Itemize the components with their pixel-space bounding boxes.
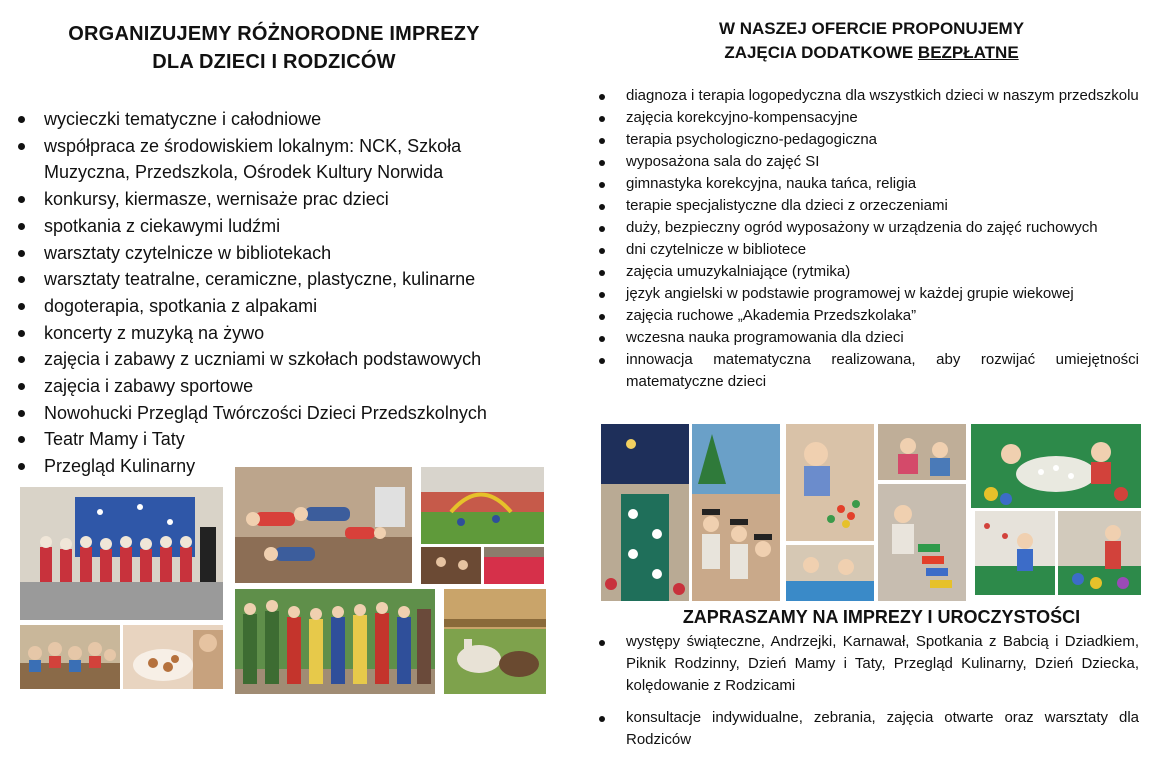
photo-climbing-wall [975, 511, 1055, 595]
left-heading-line1: ORGANIZUJEMY RÓŻNORODNE IMPREZY [68, 23, 480, 45]
photo-sorting-game-image [786, 424, 874, 541]
list-item: wyposażona sala do zajęć SI [594, 151, 1139, 173]
photo-cookies-baking-image [123, 625, 223, 689]
right-column [594, 0, 1149, 767]
list-item: terapia psychologiczno-pedagogiczna [594, 129, 1139, 151]
photo-kids-table [20, 625, 120, 689]
invite-list [594, 631, 1139, 751]
right-heading [594, 17, 1149, 65]
list-item: Przegląd Kulinarny [14, 453, 544, 480]
right-heading-line2-text: ZAJĘCIA DODATKOWE [724, 43, 918, 62]
photo-kids-desk-image [786, 545, 874, 601]
photo-balance-game-image [1058, 511, 1141, 595]
list-item: spotkania z ciekawymi ludźmi [14, 213, 544, 240]
photo-alpacas-image [444, 589, 546, 694]
photo-floor-play [878, 424, 966, 480]
photo-folk-costumes-group [20, 487, 223, 620]
list-item: wczesna nauka programowania dla dzieci [594, 327, 1139, 349]
photo-cookies-baking [123, 625, 223, 689]
list-item: duży, bezpieczny ogród wyposażony w urządzenia do zajęć ruchowych [594, 217, 1139, 239]
photo-kids-lying-floor [235, 467, 412, 583]
list-item: warsztaty teatralne, ceramiczne, plastyczne, kulinarne [14, 266, 544, 293]
list-item: diagnoza i terapia logopedyczna dla wszystkich dzieci w naszym przedszkolu [594, 85, 1139, 107]
list-item: zajęcia i zabawy sportowe [14, 373, 544, 400]
photo-brown-floor [421, 547, 481, 584]
invite-heading: ZAPRASZAMY NA IMPREZY I UROCZYSTOŚCI [682, 607, 1081, 627]
photo-red-blanket-image [484, 547, 544, 584]
list-item: konkursy, kiermasze, wernisaże prac dzieci [14, 186, 544, 213]
photo-kids-lying-floor-image [235, 467, 412, 583]
list-item: Teatr Mamy i Taty [14, 426, 544, 453]
list-item: gimnastyka korekcyjna, nauka tańca, religia [594, 173, 1139, 195]
list-item: zajęcia korekcyjno-kompensacyjne [594, 107, 1139, 129]
list-item: konsultacje indywidualne, zebrania, zajęcia otwarte oraz warsztaty dla Rodziców [594, 707, 1139, 751]
list-item: zajęcia i zabawy z uczniami w szkołach podstawowych [14, 346, 544, 373]
list-item: terapie specjalistyczne dla dzieci z orzeczeniami [594, 195, 1139, 217]
photo-balance-game [1058, 511, 1141, 595]
photo-theatre-costumes [235, 589, 435, 694]
list-item: zajęcia umuzykalniające (rytmika) [594, 261, 1139, 283]
list-item: dogoterapia, spotkania z alpakami [14, 293, 544, 320]
list-item: język angielski w podstawie programowej w każdej grupie wiekowej [594, 283, 1139, 305]
photo-folk-costumes-group-image [20, 487, 223, 620]
events-list [14, 106, 544, 480]
left-heading-line2: DLA DZIECI I RODZICÓW [152, 51, 396, 73]
photo-christmas-table [601, 424, 689, 601]
photo-nativity-play-image [692, 424, 780, 601]
photo-building-blocks [878, 484, 966, 601]
list-item: występy świąteczne, Andrzejki, Karnawał, Spotkania z Babcią i Dziadkiem, Piknik Rodzinny, Dzień Mamy i Taty, Przegląd Kulinarny, Dzień Dziecka, kolędowanie z Rodzicami [594, 631, 1139, 697]
photo-nativity-play [692, 424, 780, 601]
photo-red-blanket [484, 547, 544, 584]
left-heading [14, 20, 534, 76]
offer-list [594, 85, 1139, 393]
list-item: wycieczki tematyczne i całodniowe [14, 106, 544, 133]
photo-sorting-game [786, 424, 874, 541]
photo-sensory-room-image [971, 424, 1141, 508]
photo-kids-table-image [20, 625, 120, 689]
photo-playground [421, 467, 544, 544]
photo-sensory-room [971, 424, 1141, 508]
right-heading-line1: W NASZEJ OFERCIE PROPONUJEMY [718, 19, 1025, 38]
photo-christmas-table-image [601, 424, 689, 601]
photo-theatre-costumes-image [235, 589, 435, 694]
list-item: Nowohucki Przegląd Twórczości Dzieci Przedszkolnych [14, 400, 544, 427]
list-item: współpraca ze środowiskiem lokalnym: NCK, Szkoła Muzyczna, Przedszkola, Ośrodek Kultury Norwida [14, 133, 544, 186]
list-item: zajęcia ruchowe „Akademia Przedszkolaka” [594, 305, 1139, 327]
photo-floor-play-image [878, 424, 966, 480]
photo-brown-floor-image [421, 547, 481, 584]
free-underlined-word: BEZPŁATNE [917, 43, 1019, 62]
photo-playground-image [421, 467, 544, 544]
list-item: dni czytelnicze w bibliotece [594, 239, 1139, 261]
list-item: warsztaty czytelnicze w bibliotekach [14, 240, 544, 267]
photo-building-blocks-image [878, 484, 966, 601]
photo-alpacas [444, 589, 546, 694]
list-item: koncerty z muzyką na żywo [14, 320, 544, 347]
photo-kids-desk [786, 545, 874, 601]
photo-climbing-wall-image [975, 511, 1055, 595]
right-heading-line2 [594, 41, 1149, 65]
list-item: innowacja matematyczna realizowana, aby rozwijać umiejętności matematyczne dzieci [594, 349, 1139, 393]
